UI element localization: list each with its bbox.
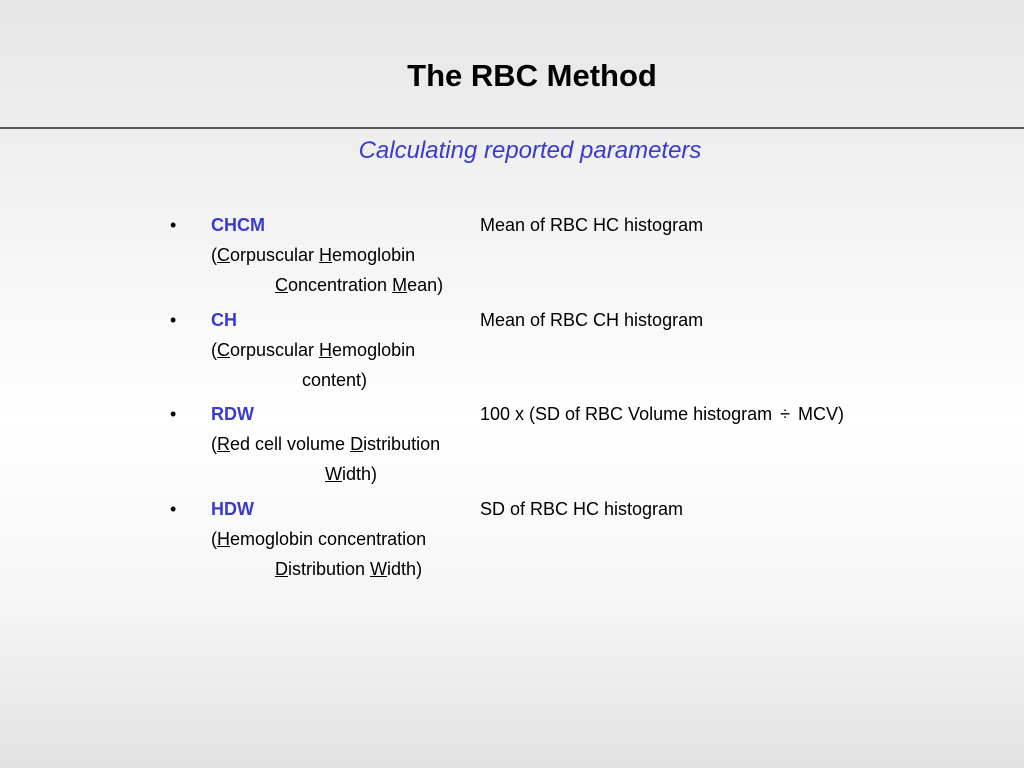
parameter-expansion-line1: (Corpuscular Hemoglobin	[211, 340, 416, 360]
bullet: •	[170, 499, 177, 519]
parameter-abbreviation: CHCM	[211, 215, 265, 235]
parameter-expansion-line2: Concentration Mean)	[275, 275, 444, 295]
parameter-expansion-line1: (Red cell volume Distribution	[211, 434, 441, 454]
bullet: •	[170, 215, 177, 235]
parameter-abbreviation: RDW	[211, 404, 254, 424]
parameter-definition: Mean of RBC CH histogram	[480, 310, 704, 330]
parameter-expansion-line2: content)	[302, 370, 368, 390]
bullet: •	[170, 310, 177, 330]
slide-title: The RBC Method	[407, 58, 657, 93]
parameter-definition: SD of RBC HC histogram	[480, 499, 684, 519]
parameter-abbreviation: HDW	[211, 499, 254, 519]
bullet: •	[170, 404, 177, 424]
parameter-abbreviation: CH	[211, 310, 237, 330]
parameter-expansion-line2: Width)	[325, 464, 378, 484]
parameter-definition: Mean of RBC HC histogram	[480, 215, 704, 235]
parameter-definition: 100 x (SD of RBC Volume histogram ÷ MCV)	[480, 399, 844, 429]
parameter-expansion-line1: (Corpuscular Hemoglobin	[211, 245, 416, 265]
parameter-expansion-line1: (Hemoglobin concentration	[211, 529, 427, 549]
parameter-expansion-line2: Distribution Width)	[275, 559, 423, 579]
slide-subtitle: Calculating reported parameters	[358, 137, 702, 164]
division-sign-icon: ÷	[780, 404, 791, 424]
